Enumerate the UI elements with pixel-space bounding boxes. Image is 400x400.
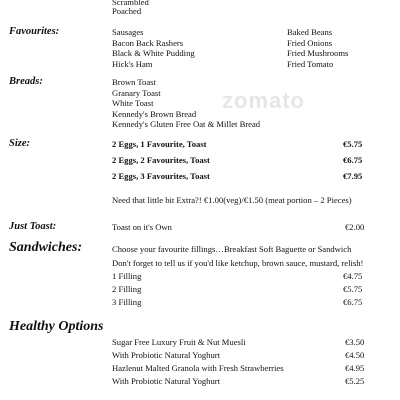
healthy-option: With Probiotic Natural Yoghurt	[112, 376, 221, 386]
favourite-item: Sausages	[112, 27, 144, 37]
breads-heading: Breads:	[9, 76, 43, 87]
favourite-item: Baked Beans	[287, 27, 333, 37]
sandwich-price: €5.75	[343, 284, 363, 294]
favourites-left-list	[112, 27, 195, 69]
sandwich-option: 3 Filling	[112, 297, 142, 307]
favourites-right-list	[287, 27, 348, 69]
extra-note: Need that little bit Extra?! €1.00(veg)/€1.50 (meat portion – 2 Pieces)	[112, 195, 352, 205]
toast-option: Toast on it's Own	[112, 222, 172, 232]
healthy-option: Hazlenut Malted Granola with Fresh Strawberries	[112, 363, 284, 373]
sandwich-option: 1 Filling	[112, 271, 142, 281]
favourite-item: Fried Mushrooms	[287, 48, 349, 58]
healthy-heading: Healthy Options	[9, 319, 104, 334]
bread-item: Kennedy's Brown Bread	[112, 108, 197, 119]
size-heading: Size:	[9, 138, 30, 149]
size-option: 2 Eggs, 3 Favourites, Toast	[112, 171, 210, 181]
favourite-item: Black & White Pudding	[112, 48, 195, 58]
just-toast-heading: Just Toast:	[9, 221, 57, 232]
size-option: 2 Eggs, 2 Favourites, Toast	[112, 155, 210, 165]
favourites-heading: Favourites:	[9, 26, 60, 37]
size-option: 2 Eggs, 1 Favourite, Toast	[112, 139, 207, 149]
sandwich-price: €4.75	[343, 271, 363, 281]
sandwich-price: €6.75	[343, 297, 363, 307]
size-price: €6.75	[343, 155, 363, 165]
watermark-zomato: zomato	[222, 88, 305, 113]
healthy-price: €3.50	[345, 337, 365, 347]
bread-item: Brown Toast	[112, 77, 156, 87]
healthy-price: €4.50	[345, 350, 365, 360]
size-price: €5.75	[343, 139, 363, 149]
favourite-item: Fried Onions	[287, 37, 333, 48]
favourite-item: Hick's Ham	[112, 58, 153, 69]
egg-option: Scrambled	[112, 0, 149, 7]
breads-list	[112, 77, 260, 130]
toast-price: €2.00	[345, 222, 365, 232]
healthy-option: Sugar Free Luxury Fruit & Nut Muesli	[112, 337, 246, 347]
bread-item: Kennedy's Gluten Free Oat & Millet Bread	[112, 119, 261, 129]
sandwich-option: 2 Filling	[112, 284, 142, 294]
sandwiches-heading: Sandwiches:	[9, 240, 83, 255]
healthy-option: With Probiotic Natural Yoghurt	[112, 350, 221, 360]
favourite-item: Fried Tomato	[287, 58, 334, 69]
favourite-item: Bacon Back Rashers	[112, 37, 184, 48]
egg-option: Poached	[112, 6, 142, 16]
healthy-price: €5.25	[345, 376, 365, 386]
size-price: €7.95	[343, 171, 363, 181]
sandwich-note: Choose your favourite fillings…Breakfast Soft Baguette or Sandwich	[112, 244, 352, 254]
healthy-price: €4.95	[345, 363, 365, 373]
bread-item: White Toast	[112, 98, 154, 108]
sandwich-note: Don't forget to tell us if you'd like ketchup, brown sauce, mustard, relish!	[112, 258, 364, 268]
bread-item: Granary Toast	[112, 87, 161, 98]
